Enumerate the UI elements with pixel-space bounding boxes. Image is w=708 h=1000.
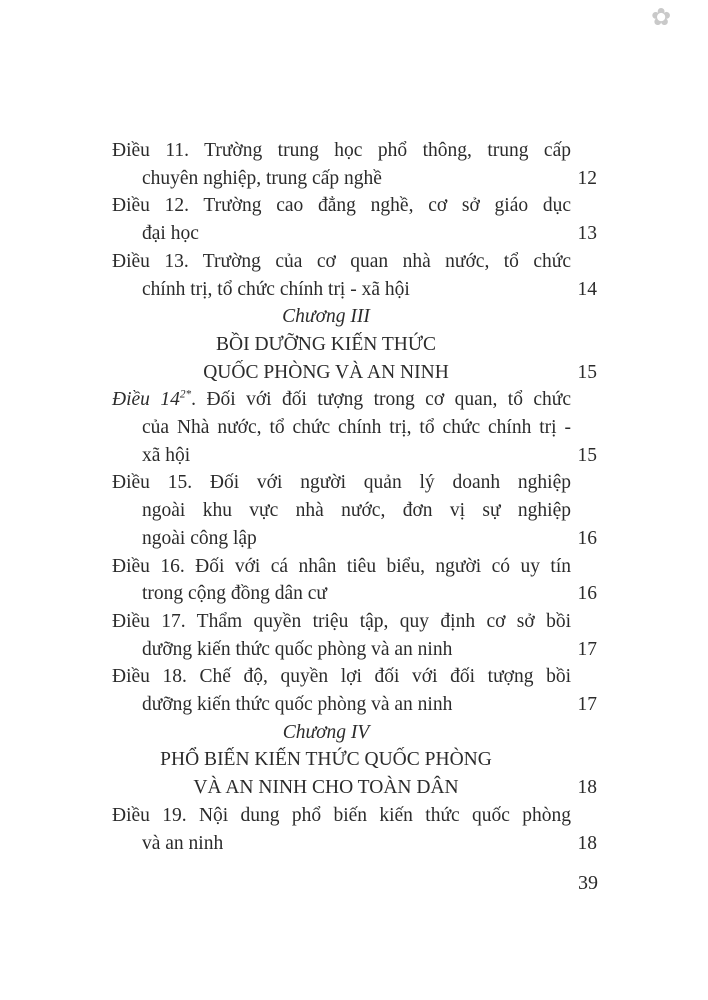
toc-entry-line: chính trị, tổ chức chính trị - xã hội xyxy=(142,278,410,300)
toc-entry-line: trong cộng đồng dân cư xyxy=(142,583,327,605)
toc-entry-line: dưỡng kiến thức quốc phòng và an ninh xyxy=(142,694,453,716)
chapter-label: Chương III xyxy=(282,306,370,328)
toc-page-number: 18 xyxy=(577,777,597,799)
toc-entry-line: Điều 17. Thẩm quyền triệu tập, quy định cơ sở bồi xyxy=(112,610,571,632)
toc-entry-line: Điều 11. Trường trung học phổ thông, trung cấp xyxy=(112,140,571,161)
toc-entry-line: Điều 12. Trường cao đẳng nghề, cơ sở giáo dục xyxy=(112,195,571,217)
toc-entry-dieu-19 xyxy=(112,802,597,857)
chapter-label: Chương IV xyxy=(282,721,370,743)
toc-page-number: 18 xyxy=(577,832,597,854)
toc-entry-line: Điều 13. Trường của cơ quan nhà nước, tổ chức xyxy=(112,250,571,272)
toc-entry-dieu-16 xyxy=(112,553,597,608)
chapter-title-line: BỒI DƯỠNG KIẾN THỨC xyxy=(215,333,436,355)
article-label-italic: Điều 14 xyxy=(112,389,180,411)
toc-page-number: 12 xyxy=(577,167,597,189)
toc-entry-line: của Nhà nước, tổ chức chính trị, tổ chức chính trị - xyxy=(142,417,571,439)
toc-entry-line: chuyên nghiệp, trung cấp nghề xyxy=(142,167,382,189)
toc-entry-line: xã hội xyxy=(142,444,191,466)
toc-entry-dieu-13 xyxy=(112,248,597,303)
toc-page-number: 17 xyxy=(577,694,597,716)
article-lead-rest: . Đối với đối tượng trong cơ quan, tổ chức xyxy=(191,389,572,411)
toc-entry-dieu-15 xyxy=(112,469,597,552)
toc-chapter-4 xyxy=(112,719,597,802)
toc-page-number: 14 xyxy=(577,278,597,300)
toc-entry-line xyxy=(112,386,571,414)
toc-page-number: 15 xyxy=(577,444,597,466)
toc-entry-line: ngoài khu vực nhà nước, đơn vị sự nghiệp xyxy=(142,500,571,522)
toc-page-number: 15 xyxy=(577,361,597,383)
folio-page-number: 39 xyxy=(578,872,598,894)
toc-entry-line: và an ninh xyxy=(142,832,224,854)
toc-entry-line: Điều 19. Nội dung phổ biến kiến thức quốc phòng xyxy=(112,804,571,826)
toc-page-number: 17 xyxy=(577,638,597,660)
chapter-title-line: QUỐC PHÒNG VÀ AN NINH xyxy=(203,361,449,383)
chapter-title-line: PHỔ BIẾN KIẾN THỨC QUỐC PHÒNG xyxy=(160,749,492,771)
toc-page-number: 13 xyxy=(577,223,597,245)
toc-chapter-3 xyxy=(112,303,597,386)
florette-ornament-icon: ✿ xyxy=(651,3,672,31)
toc-entry-line: ngoài công lập xyxy=(142,527,257,549)
toc-entry-line: Điều 16. Đối với cá nhân tiêu biểu, người có uy tín xyxy=(112,555,571,577)
chapter-title-line: VÀ AN NINH CHO TOÀN DÂN xyxy=(193,777,459,799)
toc-entry-dieu-12 xyxy=(112,192,597,247)
toc-entry-line: Điều 15. Đối với người quản lý doanh nghiệp xyxy=(112,472,571,494)
toc-entry-dieu-18 xyxy=(112,663,597,718)
footnote-superscript: 2* xyxy=(179,388,192,401)
toc-entry-dieu-17 xyxy=(112,608,597,663)
toc-page-number: 16 xyxy=(577,527,597,549)
toc-entry-line: dưỡng kiến thức quốc phòng và an ninh xyxy=(142,638,453,660)
toc-entry-line: Điều 18. Chế độ, quyền lợi đối với đối tượng bồi xyxy=(112,666,571,688)
table-of-contents xyxy=(112,137,597,857)
toc-page-number: 16 xyxy=(577,583,597,605)
toc-entry-line: đại học xyxy=(142,223,199,245)
toc-entry-dieu-14 xyxy=(112,386,597,469)
toc-entry-dieu-11 xyxy=(112,137,597,192)
